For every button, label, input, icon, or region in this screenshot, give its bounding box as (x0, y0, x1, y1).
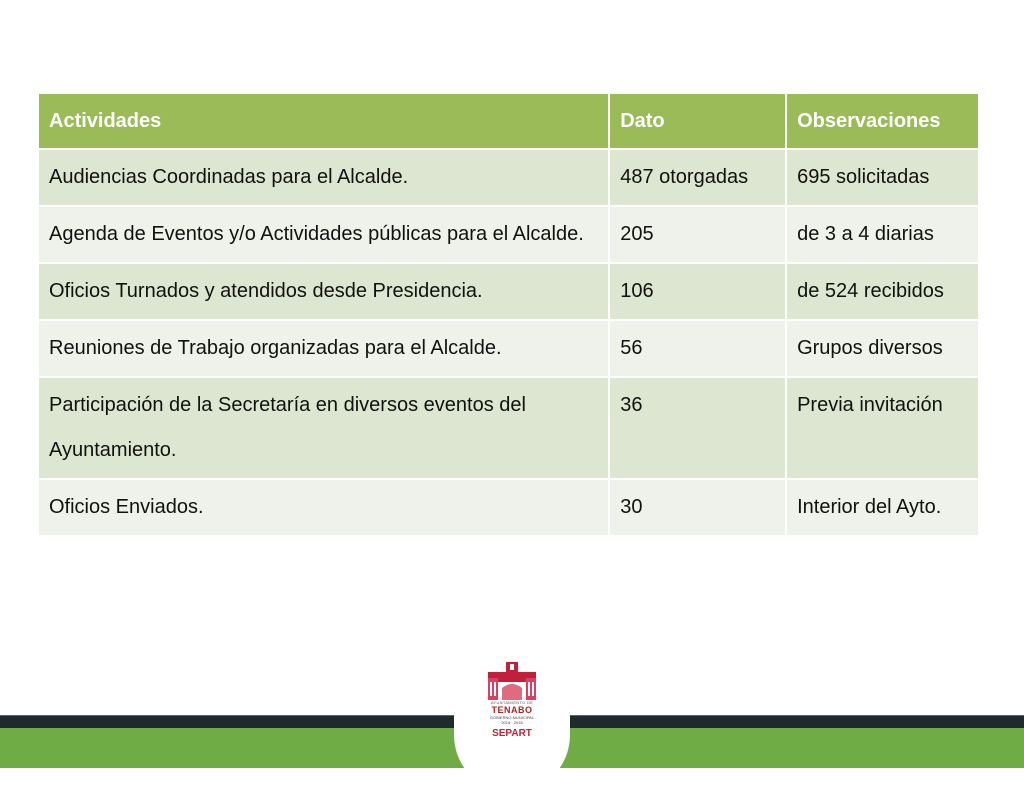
table-row (38, 479, 979, 536)
cell-observacion: Interior del Ayto. (786, 479, 979, 536)
cell-dato: 205 (609, 206, 786, 263)
table-row (38, 263, 979, 320)
logo-brand: SEPART (492, 728, 532, 739)
header-actividades: Actividades (38, 93, 609, 149)
logo-years: 2015 · 2018 (501, 720, 523, 725)
table-header-row (38, 93, 979, 149)
activities-table (37, 92, 980, 537)
header-observaciones: Observaciones (786, 93, 979, 149)
cell-actividad: Agenda de Eventos y/o Actividades públicas para el Alcalde. (38, 206, 609, 263)
cell-actividad: Participación de la Secretaría en diversos eventos del Ayuntamiento. (38, 377, 609, 479)
cell-observacion: de 524 recibidos (786, 263, 979, 320)
logo-government: GOBIERNO MUNICIPAL (489, 715, 535, 720)
building-icon (484, 660, 540, 700)
header-dato: Dato (609, 93, 786, 149)
cell-observacion: de 3 a 4 diarias (786, 206, 979, 263)
table-row (38, 206, 979, 263)
logo-town-name: TENABO (491, 705, 533, 715)
cell-observacion: Previa invitación (786, 377, 979, 479)
cell-dato: 56 (609, 320, 786, 377)
cell-actividad: Oficios Enviados. (38, 479, 609, 536)
cell-dato: 36 (609, 377, 786, 479)
cell-actividad: Reuniones de Trabajo organizadas para el Alcalde. (38, 320, 609, 377)
logo-tagline: AYUNTAMIENTO DE (490, 700, 534, 705)
cell-dato: 487 otorgadas (609, 149, 786, 206)
cell-observacion: 695 solicitadas (786, 149, 979, 206)
cell-dato: 106 (609, 263, 786, 320)
tenabo-logo (470, 660, 554, 764)
table-row (38, 377, 979, 479)
table-row (38, 149, 979, 206)
table-row (38, 320, 979, 377)
cell-dato: 30 (609, 479, 786, 536)
cell-actividad: Oficios Turnados y atendidos desde Presidencia. (38, 263, 609, 320)
cell-actividad: Audiencias Coordinadas para el Alcalde. (38, 149, 609, 206)
cell-observacion: Grupos diversos (786, 320, 979, 377)
